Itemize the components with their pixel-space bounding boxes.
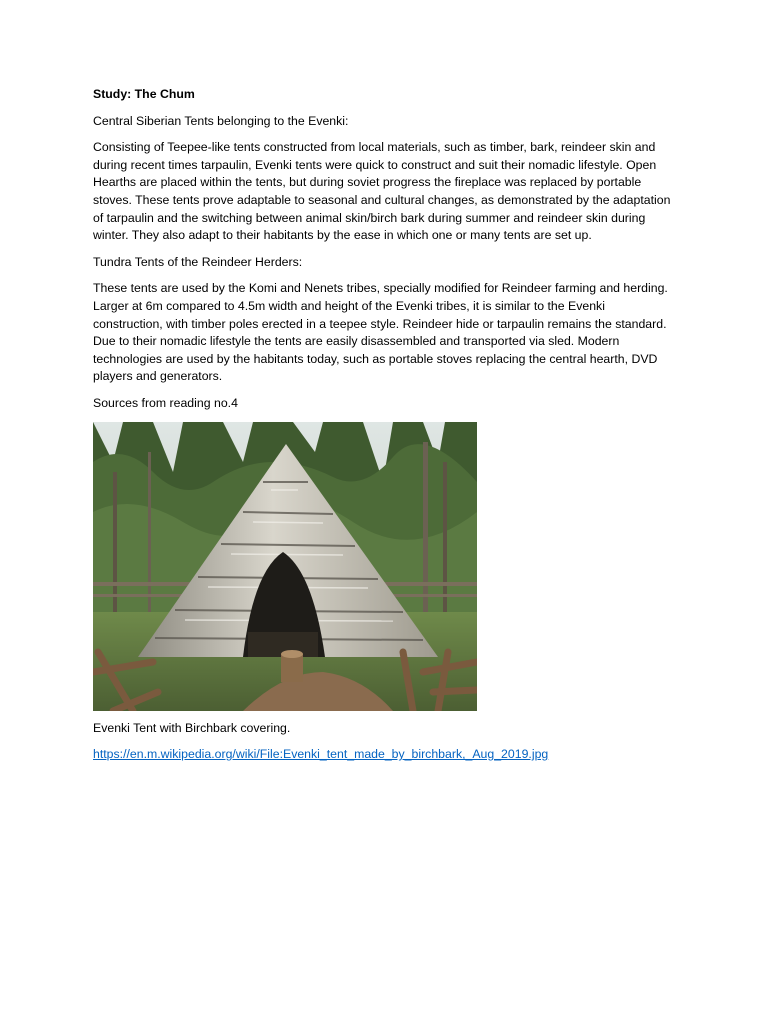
sources-note: Sources from reading no.4 (93, 395, 238, 410)
paragraph-tundra-tents: These tents are used by the Komi and Nenets tribes, specially modified for Reindeer farming and herding. Larger at 6m compared to 4.5m width and height of the Evenki tribes, it is similar to the Evenki construction, with timber poles erected in a teepee style. Reindeer hide or tarpaulin remains the standard. Due to their nomadic lifestyle the tents are easily disassembled and transported via sled. Modern technologies are used by the habitants today, such as portable stoves replacing the central hearth, DVD players and generators. (93, 281, 668, 384)
paragraph-evenki-tents: Consisting of Teepee-like tents constructed from local materials, such as timber, bark, reindeer skin and during recent times tarpaulin, Evenki tents were quick to construct and suit their nomadic lifestyle. Open Hearths are placed within the tents, but during soviet progress the fireplace was replaced by portable stoves. These tents prove adaptable to seasonal and cultural changes, as demonstrated by the adaptation of tarpaulin and the switching between animal skin/birch bark during summer and reindeer skin during winter. They also adapt to their habitants by the ease in which one or many tents are set up. (93, 140, 671, 243)
section-heading-evenki: Central Siberian Tents belonging to the Evenki: (93, 113, 349, 128)
evenki-tent-photo (93, 422, 477, 711)
document-title: Study: The Chum (93, 87, 195, 101)
document-page (93, 86, 675, 764)
figure-caption: Evenki Tent with Birchbark covering. (93, 720, 291, 735)
section-heading-tundra: Tundra Tents of the Reindeer Herders: (93, 254, 303, 269)
source-link[interactable]: https://en.m.wikipedia.org/wiki/File:Evenki_tent_made_by_birchbark,_Aug_2019.jpg (93, 747, 549, 762)
